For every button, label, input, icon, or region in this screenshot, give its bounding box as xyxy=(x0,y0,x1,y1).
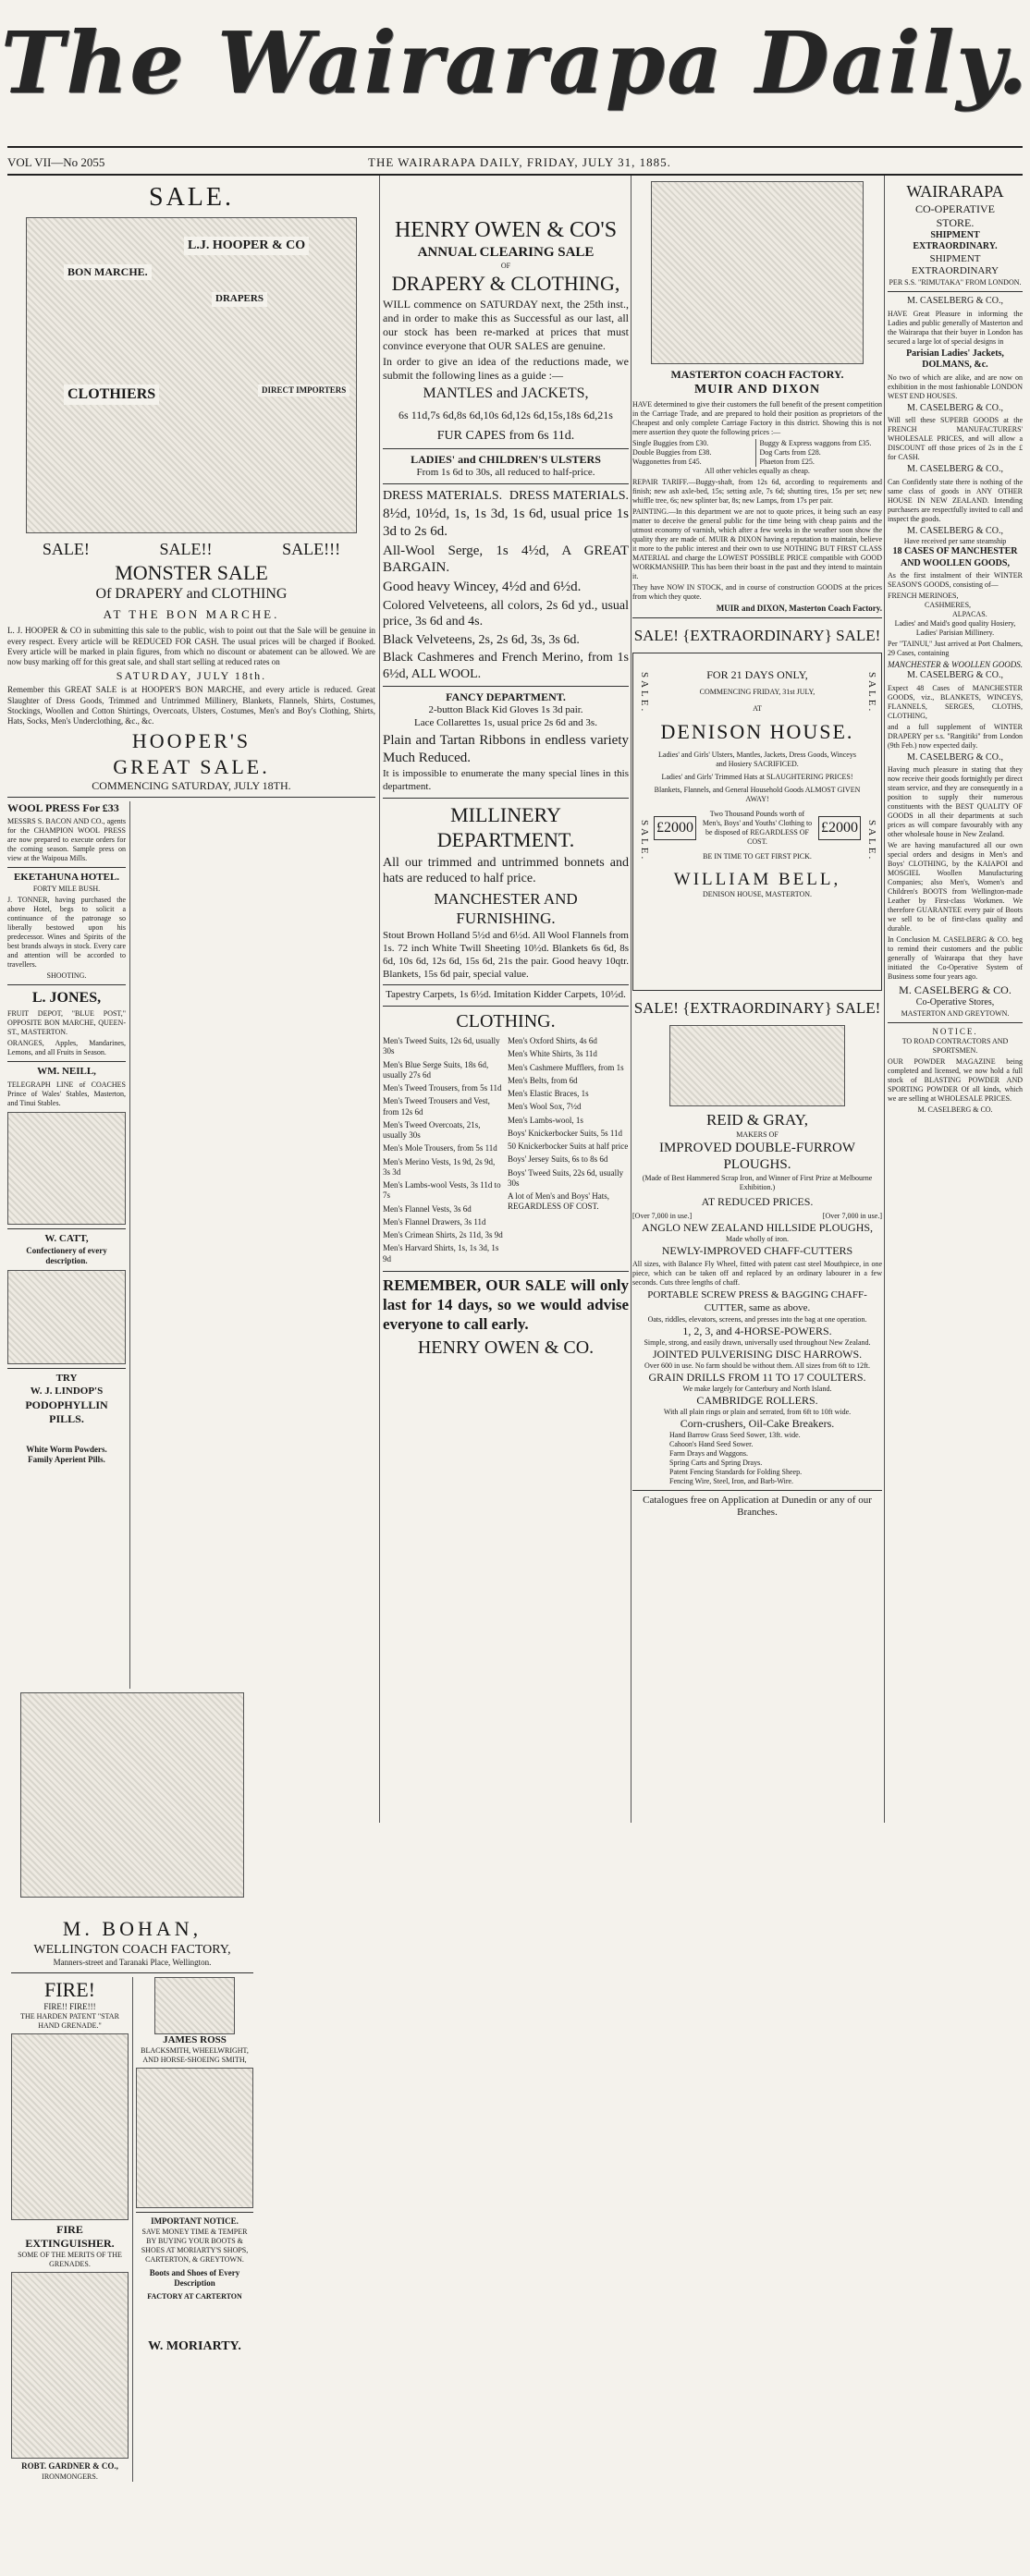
dateline xyxy=(7,155,1023,172)
clothing-item: Men's Cashmere Mufflers, from 1s xyxy=(508,1062,624,1072)
try-line: TRY xyxy=(55,1373,78,1384)
ulsters-text: From 1s 6d to 30s, all reduced to half-price. xyxy=(416,466,595,478)
price-item: Waggonettes from £45. xyxy=(632,457,702,466)
harrows-heading: JOINTED PULVERISING DISC HARROWS. xyxy=(652,1347,863,1361)
dress-prices: 8½d, 10½d, 1s, 1s 3d, 1s 6d, usual price 1s 3d to 2s 6d. xyxy=(383,507,629,539)
shop-sign: DIRECT IMPORTERS xyxy=(258,385,349,397)
dateline-rule xyxy=(7,174,1023,176)
clothing-item: Men's White Shirts, 3s 11d xyxy=(508,1049,597,1059)
harrows-text: Over 600 in use. No farm should be without them. All sizes from 6ft to 12ft. xyxy=(644,1361,870,1370)
at-line: AT xyxy=(753,704,762,713)
clothing-item: Men's Flannel Drawers, 3s 11d xyxy=(383,1216,486,1227)
expect-text: Expect 48 Cases of MANCHESTER GOODS, viz., BLANKETS, WINCEYS, FLANNELS, SERGES, CLOTHS, CLOTHING, xyxy=(888,683,1023,720)
misc-item: Hand Barrow Grass Seed Sower, 13ft. wide. xyxy=(669,1430,801,1439)
misc-item: Fencing Wire, Steel, Iron, and Barb-Wire. xyxy=(669,1476,794,1485)
denison-line: Blankets, Flannels, and General Household Goods ALMOST GIVEN AWAY! xyxy=(654,785,861,803)
oranges-text: ORANGES, Apples, Mandarines, Lemons, and all Fruits in Season. xyxy=(7,1039,126,1056)
clothing-item: Men's Elastic Braces, 1s xyxy=(508,1089,589,1098)
conclusion-text: In Conclusion M. CASELBERG & CO. beg to remind their customers and the public generally of Wairarapa that they have initiated the Co-Operative System of Business some four years ago. xyxy=(888,935,1023,982)
sale-side-label: SALE. xyxy=(638,672,650,714)
clothing-list-left xyxy=(383,1033,504,1267)
eketahuna-heading: EKETAHUNA HOTEL. xyxy=(13,872,120,884)
grenade-text-block xyxy=(11,2033,129,2220)
masthead-rule xyxy=(7,146,1023,148)
small-ads-column xyxy=(7,801,130,1689)
fur-capes-line: FUR CAPES from 6s 11d. xyxy=(436,429,575,444)
henry-owen-heading: HENRY OWEN & CO'S xyxy=(394,218,618,242)
clothing-item: 50 Knickerbocker Suits at half price xyxy=(508,1141,629,1151)
no-two-text: No two of which are alike, and are now on exhibition in the most fashionable LONDON WEST END HOUSES. xyxy=(888,372,1023,400)
caselberg-signature: M. CASELBERG & CO. xyxy=(899,983,1012,997)
black-velveteens-line: Black Velveteens, 2s, 2s 6d, 3s, 3s 6d. xyxy=(383,632,580,647)
clothing-item: Men's Tweed Suits, 12s 6d, usually 30s xyxy=(383,1036,500,1056)
misc-item: Cahoon's Hand Seed Sower. xyxy=(669,1439,754,1448)
clothing-item: Men's Tweed Trousers and Vest, from 12s 6d xyxy=(383,1096,490,1117)
bohan-and-ads xyxy=(7,1689,253,2576)
confectionery-heading: Confectionery of every description. xyxy=(26,1245,107,1265)
per-ss-line: PER S.S. "RIMUTAKA" FROM LONDON. xyxy=(889,278,1022,287)
denison-house-ad xyxy=(632,653,882,991)
plough-heading: IMPROVED DOUBLE-FURROW PLOUGHS. xyxy=(658,1140,856,1173)
great-sale-heading: GREAT SALE. xyxy=(113,754,270,778)
merits-heading: SOME OF THE MERITS OF THE GRENADES. xyxy=(18,2251,122,2269)
denison-line: Ladies' and Girls' Trimmed Hats at SLAUGHTERING PRICES! xyxy=(661,772,853,781)
ironmongers-line: IRONMONGERS. xyxy=(42,2472,98,2481)
muir-intro: HAVE determined to give their customers the full benefit of the present competition in the Carriage Trade, and are prepared to hold their position as proprietors of the Cheapest and only complete Carriage Factory in this district. Showing this is not mere assertion they quote the following prices :— xyxy=(632,399,882,436)
manchester-heading: MANCHESTER AND FURNISHING. xyxy=(434,889,578,927)
remember-notice: Remember this GREAT SALE is at HOOPER'S BON MARCHE, and every article is reduced. Great Slaughter of Dress Goods, Trimmed and Untrimmed Millinery, Blankets, Flannels, Shirts, Costumes, Stockings, Woollen and Cotton Shirtings, Overcoats, Ulsters, Costumes, Men's and Boy's Clothing, Shirts, Hats, Socks, Men's Underclothing, &c., &c. xyxy=(7,685,375,726)
sale-shout: SALE!!! xyxy=(282,540,341,558)
tapestry-line: Tapestry Carpets, 1s 6½d. Imitation Kidder Carpets, 10½d. xyxy=(386,989,626,1001)
fire-heading: FIRE! xyxy=(44,1977,95,2001)
clothing-list-right xyxy=(508,1033,629,1267)
column-divider xyxy=(884,176,885,1823)
reduced-prices-line: AT REDUCED PRICES. xyxy=(701,1195,814,1208)
clothing-item: Men's Lambs-wool Vests, 3s 11d to 7s xyxy=(383,1180,501,1201)
clothing-item: Men's Crimean Shirts, 2s 11d, 3s 9d xyxy=(383,1230,503,1239)
price-item: Buggy & Express waggons from £35. xyxy=(759,438,872,447)
first-instalment-text: As the first instalment of their WINTER SEASON'S GOODS, consisting of— xyxy=(888,571,1023,589)
drapery-subheading: Of DRAPERY and CLOTHING xyxy=(95,586,288,602)
clothing-item: Men's Tweed Trousers, from 5s 11d xyxy=(383,1083,502,1093)
caselberg-heading: M. CASELBERG & CO., xyxy=(907,670,1003,681)
powder-text: OUR POWDER MAGAZINE being completed and licensed, we now hold a full stock of BLASTING POWDER AND SPORTING POWDER Of all kinds, which we are selling at WHOLESALE PRICES. xyxy=(888,1057,1023,1103)
goods-list xyxy=(888,592,1023,638)
ribbons-line: Plain and Tartan Ribbons in endless variety Much Reduced. xyxy=(383,732,629,765)
clothing-item: Men's Merino Vests, 1s 9d, 2s 9d, 3s 3d xyxy=(383,1156,496,1177)
goods-item: ALPACAS. xyxy=(952,610,987,618)
mantles-prices: 6s 11d,7s 6d,8s 6d,10s 6d,12s 6d,15s,18s 6d,21s xyxy=(399,409,613,422)
bohan-heading: M. BOHAN, xyxy=(62,1917,202,1941)
millinery-text: All our trimmed and untrimmed bonnets and hats are reduced to half price. xyxy=(383,855,629,886)
column-divider xyxy=(379,176,380,1823)
stock-text: They have NOW IN STOCK, and in course of construction GOODS at the prices from which they quote. xyxy=(632,582,882,601)
of-line: OF xyxy=(500,261,511,270)
shop-sign: DRAPERS xyxy=(212,292,267,307)
extinguisher-heading: FIRE EXTINGUISHER. xyxy=(25,2223,115,2251)
ross-sub: BLACKSMITH, WHEELWRIGHT, AND HORSE-SHOEING SMITH, xyxy=(141,2046,249,2065)
clothing-item: Men's Lambs-wool, 1s xyxy=(508,1115,583,1125)
having-much-text: Having much pleasure in stating that they now receive their goods fortnightly per direct steam service, and they are consequently in a position to supply their numerous constituents with the BEST QUALITY OF GOODS in all their departments at such prices as will compare favourably with any other wholesale house in New Zealand. xyxy=(888,765,1023,839)
per-tainui-text: Per "TAINUI," Just arrived at Port Chalmers, 29 Cases, containing xyxy=(888,640,1023,657)
in-order-text: In order to give an idea of the reductions made, we submit the following lines as a guide :— xyxy=(383,355,629,383)
important-notice: IMPORTANT NOTICE. xyxy=(151,2216,239,2227)
serge-line: All-Wool Serge, 1s 4½d, A GREAT BARGAIN. xyxy=(383,543,629,576)
factory-heading: FACTORY AT CARTERTON xyxy=(147,2292,242,2301)
grain-drills-text: We make largely for Canterbury and North Island. xyxy=(682,1384,832,1393)
makers-line: MAKERS OF xyxy=(736,1129,779,1139)
stout-text: Stout Brown Holland 5½d and 6½d. All Wool Flannels from 1s. 72 inch White Twill Sheeting 10½d. Blankets 6s 6d, 8s 6d, 10s 6d, 12s 6d, 15s 6d, 21s the pair. Good heavy 10qtr. Blankets, 15s 6d pair, special value. xyxy=(383,930,629,980)
bon-marche-shop-illustration xyxy=(26,217,357,533)
have-great-text: HAVE Great Pleasure in informing the Ladies and public generally of Masterton and the Wairarapa that their buyer in London has secured a large lot of special designs in xyxy=(888,309,1023,346)
caselberg-heading: M. CASELBERG & CO., xyxy=(907,525,1003,536)
commencing-line: COMMENCING FRIDAY, 31st JULY, xyxy=(699,688,815,696)
denison-address: DENISON HOUSE, MASTERTON. xyxy=(702,890,813,899)
painting-text: PAINTING.—In this department we are not to quote prices, it being such an easy matter to deceive the general public for the time being with cheap paints and the utmost economy of varnish, which after a few weeks in the weather soon show the quality they are made of. MUIR & DIXON having a reputation to maintain, believe it more to the public interest and their own to use NOTHING BUT FIRST CLASS MATERIAL and charge the LOWEST POSSIBLE PRICE compatible with GOOD WORKMANSHIP. This has been their boast in the past and they intend to maintain it. xyxy=(632,507,882,580)
volume-number: VOL VII—No 2055 xyxy=(7,155,105,169)
sale-side-label: SALE. xyxy=(866,672,877,714)
remember-sale-text: REMEMBER, OUR SALE will only last for 14 days, so we would advise everyone to call early. xyxy=(383,1276,629,1334)
plough-illustration xyxy=(669,1025,845,1106)
manufactured-text: We are having manufactured all our own special orders and designs in Men's and Boys' CLOTHING, by the KAIAPOI and MOSGIEL Woollen Manufacturing Companies; also Men's, Women's and Children's BOOTS from Wellington-made Leather by First-class Workmen. We therefore GUARANTEE every pair of Boots we sell to be of first-class quality and durable. xyxy=(888,841,1023,934)
catt-heading: W. CATT, xyxy=(44,1232,89,1244)
clothing-item: A lot of Men's and Boys' Hats, REGARDLESS OF COST. xyxy=(508,1191,609,1212)
clothing-item: Boys' Knickerbocker Suits, 5s 11d xyxy=(508,1128,623,1138)
be-in-time-line: BE IN TIME TO GET FIRST PICK. xyxy=(703,851,812,861)
made-wholly-line: Made wholly of iron. xyxy=(726,1235,789,1243)
coop-stores-line: Co-Operative Stores, xyxy=(915,997,995,1008)
price-item: Double Buggies from £38. xyxy=(632,447,712,457)
commencing-line: COMMENCING SATURDAY, JULY 18TH. xyxy=(92,779,291,793)
ross-text-block xyxy=(136,2068,253,2208)
gloves-line: 2-button Black Kid Gloves 1s 3d pair. xyxy=(428,704,583,716)
sale-side-label: SALE. xyxy=(866,820,877,862)
collarettes-line: Lace Collarettes 1s, usual price 2s 6d and 3s. xyxy=(414,717,597,728)
powder-signature: M. CASELBERG & CO. xyxy=(917,1105,993,1114)
coop-heading: CO-OPERATIVE xyxy=(915,201,995,215)
ulsters-heading: LADIES' and CHILDREN'S ULSTERS xyxy=(411,452,601,466)
lindop-heading: W. J. LINDOP'S xyxy=(30,1385,104,1397)
ross-moriarty-ads xyxy=(132,1977,253,2482)
received-line: Have received per same steamship xyxy=(903,537,1007,545)
hooper-notice: L. J. HOOPER & CO in submitting this sale to the public, wish to point out that the Sale will be genuine in every respect. Every article will be REDUCED FOR CASH. The usual prices will be charged if Booked. Every article will be marked in plain figures, from which no discount or abatement can be allowed. We are now busy marking off for this great sale, and shall start selling at reduced rates on xyxy=(7,626,375,666)
catt-text-block xyxy=(7,1270,126,1364)
misc-item: Spring Carts and Spring Drays. xyxy=(669,1458,763,1467)
clothing-item: Men's Flannel Vests, 3s 6d xyxy=(383,1203,472,1214)
and-full-text: and a full supplement of WINTER DRAPERY per s.s. "Rangitiki" from London (9th Feb.) now expected daily. xyxy=(888,722,1023,750)
sale-shout: SALE!! xyxy=(159,540,213,558)
velveteens-line: Colored Velveteens, all colors, 2s 6d yd., usual price, 3s 6d and 4s. xyxy=(383,598,629,629)
column-2 xyxy=(383,181,629,1819)
clothing-heading: CLOTHING. xyxy=(456,1011,556,1032)
shop-sign: L.J. HOOPER & CO xyxy=(184,237,309,255)
bon-marche-line: AT THE BON MARCHE. xyxy=(103,607,280,621)
newspaper-title: The Wairarapa Daily. xyxy=(0,13,1030,113)
shop-sign: BON MARCHE. xyxy=(64,264,152,280)
price-list-left xyxy=(632,439,756,467)
podophyllin-heading: PODOPHYLLIN PILLS. xyxy=(25,1398,108,1425)
anglo-heading: ANGLO NEW ZEALAND HILLSIDE PLOUGHS, xyxy=(641,1221,874,1234)
price-list-right xyxy=(756,439,883,467)
shop-sign: CLOTHIERS xyxy=(64,385,159,405)
price-item: Dog Carts from £28. xyxy=(759,447,821,457)
horse-powers-heading: 1, 2, 3, and 4-HORSE-POWERS. xyxy=(682,1324,832,1337)
goods-item: FRENCH MERINOES, xyxy=(888,592,959,600)
neill-heading: WM. NEILL, xyxy=(37,1066,96,1077)
wincey-line: Good heavy Wincey, 4½d and 6½d. xyxy=(383,580,582,594)
monster-sale-heading: MONSTER SALE xyxy=(115,560,268,584)
pounds-text: Two Thousand Pounds worth of Men's, Boys' and Youths' Clothing to be disposed of REGARDLESS OF COST. xyxy=(702,809,813,846)
pounds-box: £2000 xyxy=(818,816,861,840)
family-pills-line: Family Aperient Pills. xyxy=(28,1454,105,1464)
misc-item: Farm Drays and Waggons. xyxy=(669,1448,748,1458)
reid-gray-heading: REID & GRAY, xyxy=(705,1111,809,1129)
rollers-text: With all plain rings or plain and serrated, from 6ft to 10ft wide. xyxy=(663,1407,852,1416)
dress-materials-heading: DRESS MATERIALS. xyxy=(509,488,629,503)
sale-extraordinary-banner: SALE! {EXTRAORDINARY} SALE! xyxy=(633,999,881,1017)
shipment-heading: SHIPMENT EXTRAORDINARY. xyxy=(913,229,998,251)
moriarty-towns: CARTERTON, & GREYTOWN. xyxy=(145,2254,244,2264)
plough-note: (Made of Best Hammered Scrap Iron, and Winner of First Prize at Melbourne Exhibition.) xyxy=(642,1174,873,1191)
henry-owen-signature: HENRY OWEN & CO. xyxy=(417,1337,595,1358)
clothing-item: Men's Blue Serge Suits, 18s 6d, usually 27s 6d xyxy=(383,1059,489,1080)
clothing-item: Boys' Jersey Suits, 6s to 8s 6d xyxy=(508,1154,608,1165)
hoopers-heading: HOOPER'S xyxy=(131,729,251,753)
days-heading: FOR 21 DAYS ONLY, xyxy=(706,668,808,681)
wool-press-heading: WOOL PRESS For £33 xyxy=(7,801,119,815)
clothing-item: Men's Mole Trousers, from 5s 11d xyxy=(383,1143,497,1154)
misc-list xyxy=(632,1431,882,1486)
harden-line: THE HARDEN PATENT "STAR HAND GRENADE." xyxy=(20,2012,119,2031)
clothing-item: Men's Oxford Shirts, 4s 6d xyxy=(508,1036,597,1045)
pounds-box: £2000 xyxy=(654,816,696,840)
clothing-item: Boys' Tweed Suits, 22s 6d, usually 30s xyxy=(508,1167,624,1188)
william-bell-heading: WILLIAM BELL, xyxy=(673,869,841,889)
muir-signature: MUIR and DIXON, Masterton Coach Factory. xyxy=(716,603,882,613)
jones-heading: L. JONES, xyxy=(31,990,102,1006)
notice-heading: NOTICE. xyxy=(932,1026,978,1036)
price-item: Single Buggies from £30. xyxy=(632,438,709,447)
wairarapa-heading: WAIRARAPA xyxy=(906,182,1004,201)
price-item: Phaeton from £25. xyxy=(759,457,815,466)
portable-press-heading: PORTABLE SCREW PRESS & BAGGING CHAFF-CUTTER, same as above. xyxy=(647,1289,867,1313)
denison-house-heading: DENISON HOUSE. xyxy=(660,720,854,743)
buggy-illustration xyxy=(20,1692,244,1898)
cashmeres-line: Black Cashmeres and French Merino, from 1s 6½d, ALL WOOL. xyxy=(383,651,629,681)
column-3 xyxy=(632,181,882,1819)
over-in-use-label: [Over 7,000 in use.] xyxy=(822,1212,882,1220)
millinery-heading: MILLINERY DEPARTMENT. xyxy=(436,802,575,852)
coach-factory-heading: WELLINGTON COACH FACTORY, xyxy=(33,1942,231,1957)
clothing-item: Men's Wool Sox, 7½d xyxy=(508,1102,582,1112)
repair-tariff: REPAIR TARIFF.—Buggy-shaft, from 12s 6d, according to requirements and finish; new ash axle-bed, 15s; setting axle, 7s 6d; shutting tires, 15s per set; new whiffle tree, 6s; new splinter bar, 8s; new Lamps, from 17s per pair. xyxy=(632,477,882,505)
shipment-subheading: SHIPMENT EXTRAORDINARY xyxy=(911,252,999,277)
sale-shout: SALE! xyxy=(42,540,90,558)
corn-crushers-heading: Corn-crushers, Oil-Cake Breakers. xyxy=(680,1416,835,1430)
mantles-heading: MANTLES and JACKETS, xyxy=(423,385,589,402)
dress-materials-heading: DRESS MATERIALS. xyxy=(383,488,503,503)
horseshoe-illustration xyxy=(154,1977,235,2034)
shooting-line: SHOOTING. xyxy=(46,971,87,980)
muir-dixon-heading: MUIR AND DIXON xyxy=(693,383,821,397)
white-worm-line: White Worm Powders. xyxy=(26,1444,107,1454)
drapery-heading: DRAPERY & CLOTHING, xyxy=(391,271,620,295)
masterton-coach-heading: MASTERTON COACH FACTORY. xyxy=(670,368,844,381)
bohan-address: Manners-street and Taranaki Place, Wellington. xyxy=(53,1958,212,1968)
sale-extraordinary-banner: SALE! {EXTRAORDINARY} SALE! xyxy=(633,626,881,644)
manchester-goods-heading: MANCHESTER & WOOLLEN GOODS. xyxy=(888,660,1024,669)
fire-sub: FIRE!! FIRE!!! xyxy=(43,2002,96,2011)
save-money-text: SAVE MONEY TIME & TEMPER BY BUYING YOUR BOOTS & SHOES AT MORIARTY'S SHOPS, xyxy=(141,2227,249,2254)
impossible-line: It is impossible to enumerate the many special lines in this department. xyxy=(383,768,629,792)
masthead xyxy=(0,0,1030,139)
gardner-heading: ROBT. GARDNER & CO., xyxy=(21,2461,118,2472)
issue-date: THE WAIRARAPA DAILY, FRIDAY, JULY 31, 1885. xyxy=(368,155,671,169)
will-commence-text: WILL commence on SATURDAY next, the 25th inst., and in order to make this as Successful as our last, all our stock has been re-marked at prices that must convince everyone that OUR SALES are genuine. xyxy=(383,298,629,353)
tonner-text: J. TONNER, having purchased the above Hotel, begs to solicit a continuance of the patronage so liberally bestowed upon his predecessor. Wines and Spirits of the best brands always in stock. Every care and attention will be accorded to travellers. xyxy=(7,896,126,969)
column-4 xyxy=(888,181,1023,1819)
boots-heading: Boots and Shoes of Every Description xyxy=(149,2267,240,2288)
other-vehicles-line: All other vehicles equally as cheap. xyxy=(705,466,810,475)
store-heading: STORE. xyxy=(936,215,975,229)
sale-date: SATURDAY, JULY 18th. xyxy=(116,669,267,683)
sale-side-label: SALE. xyxy=(638,820,650,862)
confidently-text: Can Confidently state there is nothing of the same class of goods in ANY OTHER HOUSE IN NEW ZEALAND. Intending purchasers are respectfully invited to call and inspect the goods. xyxy=(888,477,1023,523)
cases-heading: 18 CASES OF MANCHESTER AND WOOLLEN GOODS, xyxy=(892,546,1018,568)
clothing-item: Men's Harvard Shirts, 1s, 1s 3d, 1s 9d xyxy=(383,1243,499,1264)
chaff-text: All sizes, with Balance Fly Wheel, fitted with patent cast steel Mouthpiece, in one piece, which can be taken off and replaced by an ordinary labourer in a few seconds. Cuts three lengths of chaff. xyxy=(632,1260,882,1287)
caselberg-heading: M. CASELBERG & CO., xyxy=(907,464,1003,474)
rollers-heading: CAMBRIDGE ROLLERS. xyxy=(696,1393,818,1407)
caselberg-heading: M. CASELBERG & CO., xyxy=(907,296,1003,306)
chaff-heading: NEWLY-IMPROVED CHAFF-CUTTERS xyxy=(661,1244,853,1257)
jones-sub: FRUIT DEPOT, "BLUE POST," OPPOSITE BON MARCHE, QUEEN-ST., MASTERTON. xyxy=(7,1009,126,1036)
ross-heading: JAMES ROSS xyxy=(163,2033,227,2045)
clothing-item: Men's Belts, from 6d xyxy=(508,1075,578,1085)
catalogues-line: Catalogues free on Application at Dunedin or any of our Branches. xyxy=(643,1494,872,1519)
goods-item: CASHMERES, xyxy=(925,601,972,609)
column-1 xyxy=(7,181,375,2481)
horse-powers-text: Simple, strong, and easily drawn, universally used throughout New Zealand. xyxy=(644,1337,871,1347)
misc-item: Patent Fencing Standards for Folding Sheep. xyxy=(669,1467,803,1476)
parisian-heading: Parisian Ladies' Jackets, DOLMANS, &c. xyxy=(906,348,1004,370)
clothing-item: Men's Tweed Overcoats, 21s, usually 30s xyxy=(383,1119,481,1140)
over-in-use-label: [Over 7,000 in use.] xyxy=(632,1212,693,1220)
grain-drills-heading: GRAIN DRILLS FROM 11 TO 17 COULTERS. xyxy=(648,1370,866,1384)
caselberg-heading: M. CASELBERG & CO., xyxy=(907,402,1003,413)
notice-to-line: TO ROAD CONTRACTORS AND SPORTSMEN. xyxy=(901,1037,1009,1055)
neill-sub: TELEGRAPH LINE of COACHES Prince of Wales' Stables, Masterton, and Tinui Stables. xyxy=(7,1080,126,1107)
carriage-illustration xyxy=(651,181,864,364)
masterton-greytown-line: MASTERTON AND GREYTOWN. xyxy=(901,1008,1010,1018)
oats-line: Oats, riddles, elevators, screens, and presses into the bag at one operation. xyxy=(647,1314,867,1324)
wool-press-text: MESSRS S. BACON AND CO., agents for the CHAMPION WOOL PRESS are now prepared to execute orders for the coming season. Sample press on view at the Waipoua Mills. xyxy=(7,817,126,863)
fire-ad xyxy=(11,1977,129,2482)
goods-item: Ladies' and Maid's good quality Hosiery, Ladies' Parisian Millinery. xyxy=(894,619,1016,637)
annual-sale-heading: ANNUAL CLEARING SALE xyxy=(417,245,595,260)
coach-text-block xyxy=(7,1112,126,1225)
caselberg-heading: M. CASELBERG & CO., xyxy=(907,751,1003,763)
denison-line: Ladies' and Girls' Ulsters, Mantles, Jackets, Dress Goods, Winceys and Hosiery SACRIFICED. xyxy=(658,750,856,768)
sale-heading: SALE. xyxy=(149,183,234,212)
fancy-department-heading: FANCY DEPARTMENT. xyxy=(446,690,566,704)
merits-text-block xyxy=(11,2272,129,2459)
forty-mile-line: FORTY MILE BUSH. xyxy=(32,885,101,893)
will-sell-text: Will sell these SUPERB GOODS at the FRENCH MANUFACTURERS' WHOLESALE PRICES, and will allow a DISCOUNT off those prices of 2s in the £ for CASH. xyxy=(888,416,1023,461)
moriarty-signature: W. MORIARTY. xyxy=(148,2339,241,2353)
